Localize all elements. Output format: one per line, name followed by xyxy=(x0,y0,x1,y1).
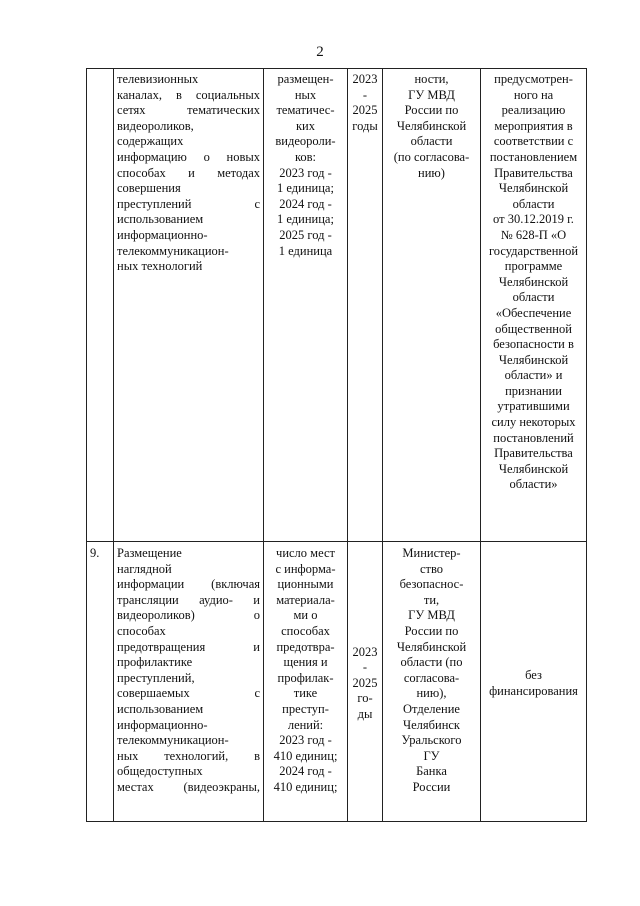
text-line: «Обеспечение xyxy=(495,305,572,320)
text-line: преступ- xyxy=(282,701,329,716)
text-line: профилактике xyxy=(117,655,193,670)
text-line: Челябинской xyxy=(498,181,569,196)
text-line: реализацию xyxy=(501,103,566,118)
text-line: видеороликов) о xyxy=(117,608,260,623)
text-line: государственной xyxy=(488,243,579,258)
text-line: го- xyxy=(357,691,373,706)
text-line: предотвращения и xyxy=(117,639,260,654)
text-line: 2025 год - xyxy=(279,227,332,242)
text-line: мероприятия в xyxy=(494,118,573,133)
measure-description xyxy=(114,69,264,542)
text-line: ков: xyxy=(294,149,317,164)
row-number: 9. xyxy=(87,542,114,822)
text-line: тике xyxy=(293,686,318,701)
text-line: Отделение xyxy=(403,701,460,716)
text-line: Размещение xyxy=(117,546,182,560)
text-line: области xyxy=(410,134,453,149)
text-line: 2024 год - xyxy=(279,196,332,211)
text-line: - xyxy=(362,660,368,675)
text-line: сетях тематических xyxy=(117,103,260,118)
text-line: постановлением xyxy=(489,149,578,164)
text-line: ких xyxy=(295,118,315,133)
text-line: безопаснос- xyxy=(399,577,464,592)
text-line: совершаемых с xyxy=(117,686,260,701)
text-line: 1 единица; xyxy=(277,181,334,196)
text-line: 2023 xyxy=(352,72,378,86)
row-number xyxy=(87,69,114,542)
measure-description xyxy=(114,542,264,822)
text-line: Банка xyxy=(416,764,447,779)
text-line: годы xyxy=(352,118,378,133)
text-line: России по xyxy=(404,623,459,638)
text-line: ционными xyxy=(277,577,334,592)
page-number: 2 xyxy=(316,44,324,60)
table-row xyxy=(87,69,587,542)
text-line: видеороликов, xyxy=(117,118,194,133)
text-line: совершения xyxy=(117,181,181,196)
text-line: использованием xyxy=(117,212,204,227)
indicator-cell xyxy=(264,542,348,822)
text-line: предотвра- xyxy=(276,639,335,654)
text-line: Правительства xyxy=(494,165,573,180)
text-line: информационно- xyxy=(117,717,208,732)
text-line: информации (включая xyxy=(117,577,260,592)
text-line: информацию о новых xyxy=(117,149,260,164)
text-line: ми о xyxy=(293,608,318,623)
text-line: безопасности в xyxy=(493,337,574,352)
text-line: России xyxy=(412,779,451,794)
text-line: 2023 xyxy=(352,644,378,659)
text-line: ГУ МВД xyxy=(408,87,455,102)
text-line: преступлений, xyxy=(117,670,195,685)
text-line: Уральского xyxy=(401,733,462,748)
text-line: 2023 год - xyxy=(279,165,332,180)
text-line: материала- xyxy=(276,592,335,607)
text-line: 2025 xyxy=(352,675,378,690)
text-line: ГУ xyxy=(423,748,440,763)
text-line: Челябинской xyxy=(396,118,467,133)
text-line: от 30.12.2019 г. xyxy=(493,212,574,227)
text-line: области» и xyxy=(504,368,563,383)
text-line: ных xyxy=(294,87,317,102)
text-line: 410 единиц; xyxy=(273,748,338,763)
indicator-cell xyxy=(264,69,348,542)
text-line: области xyxy=(512,196,555,211)
text-line: телекоммуникацион- xyxy=(117,733,229,748)
text-line: 2024 год - xyxy=(279,764,332,779)
text-line: 1 единица; xyxy=(277,212,334,227)
text-line: программе xyxy=(504,259,563,274)
text-line: Правительства xyxy=(494,446,573,461)
text-line: № 628-П «О xyxy=(500,227,567,242)
text-line: предусмотрен- xyxy=(494,72,573,86)
executor-cell xyxy=(383,69,481,542)
text-line: 1 единица xyxy=(278,243,333,258)
text-line: трансляции аудио- и xyxy=(117,592,260,607)
table-row xyxy=(87,542,587,822)
text-line: видеороли- xyxy=(275,134,336,149)
period-cell xyxy=(348,542,383,822)
measures-table xyxy=(86,68,587,822)
text-line: наглядной xyxy=(117,561,172,576)
text-line: ство xyxy=(419,561,444,576)
text-line: финансирования xyxy=(489,683,578,698)
text-line: Челябинской xyxy=(498,274,569,289)
text-line: ного на xyxy=(513,87,554,102)
text-line: 2025 xyxy=(352,103,378,118)
text-line: (по согласова- xyxy=(393,149,470,164)
text-line: Министер- xyxy=(402,546,461,560)
text-line: общественной xyxy=(495,321,572,336)
period-cell xyxy=(348,69,383,542)
text-line: содержащих xyxy=(117,134,184,149)
text-line: соответствии с xyxy=(493,134,574,149)
text-line: способах xyxy=(117,623,166,638)
text-line: телекоммуникацион- xyxy=(117,243,229,258)
text-line: щения и xyxy=(283,655,328,670)
text-line: местах (видеоэкраны, xyxy=(117,779,260,794)
text-line: способах xyxy=(281,623,330,638)
text-line: ГУ МВД xyxy=(408,608,455,623)
text-line: силу некоторых xyxy=(491,415,576,430)
text-line: России по xyxy=(404,103,459,118)
text-line: телевизионных xyxy=(117,72,199,86)
text-line: - xyxy=(362,87,368,102)
text-line: Челябинск xyxy=(402,717,461,732)
text-line: Челябинской xyxy=(498,352,569,367)
text-line: ности, xyxy=(414,72,449,86)
text-line: области xyxy=(512,290,555,305)
text-line: ды xyxy=(357,706,373,721)
text-line: согласова- xyxy=(403,670,460,685)
text-line: 2023 год - xyxy=(279,733,332,748)
text-line: общедоступных xyxy=(117,764,203,779)
text-line: число мест xyxy=(276,546,335,560)
text-line: Челябинской xyxy=(498,461,569,476)
text-line: области» xyxy=(509,477,558,492)
financing-cell xyxy=(481,542,587,822)
text-line: 410 единиц; xyxy=(273,779,338,794)
text-line: нию) xyxy=(418,165,445,180)
text-line: профилак- xyxy=(277,670,334,685)
text-line: Челябинской xyxy=(396,639,467,654)
text-line: ти, xyxy=(423,592,440,607)
executor-cell xyxy=(383,542,481,822)
text-line: каналах, в социальных xyxy=(117,87,260,102)
text-line: ных технологий xyxy=(117,259,203,274)
text-line: области (по xyxy=(400,655,463,670)
text-line: с информа- xyxy=(275,561,336,576)
text-line: информационно- xyxy=(117,227,208,242)
text-line: использованием xyxy=(117,701,204,716)
text-line: признании xyxy=(505,383,562,398)
text-line: утратившими xyxy=(497,399,570,414)
text-line: преступлений с xyxy=(117,196,260,211)
text-line: ных технологий, в xyxy=(117,748,260,763)
text-line: без xyxy=(525,667,542,682)
text-line: лений: xyxy=(287,717,324,732)
text-line: способах и методах xyxy=(117,165,260,180)
financing-cell xyxy=(481,69,587,542)
text-line: нию), xyxy=(416,686,447,701)
text-line: размещен- xyxy=(277,72,334,86)
text-line: постановлений xyxy=(493,430,574,445)
text-line: тематичес- xyxy=(276,103,335,118)
